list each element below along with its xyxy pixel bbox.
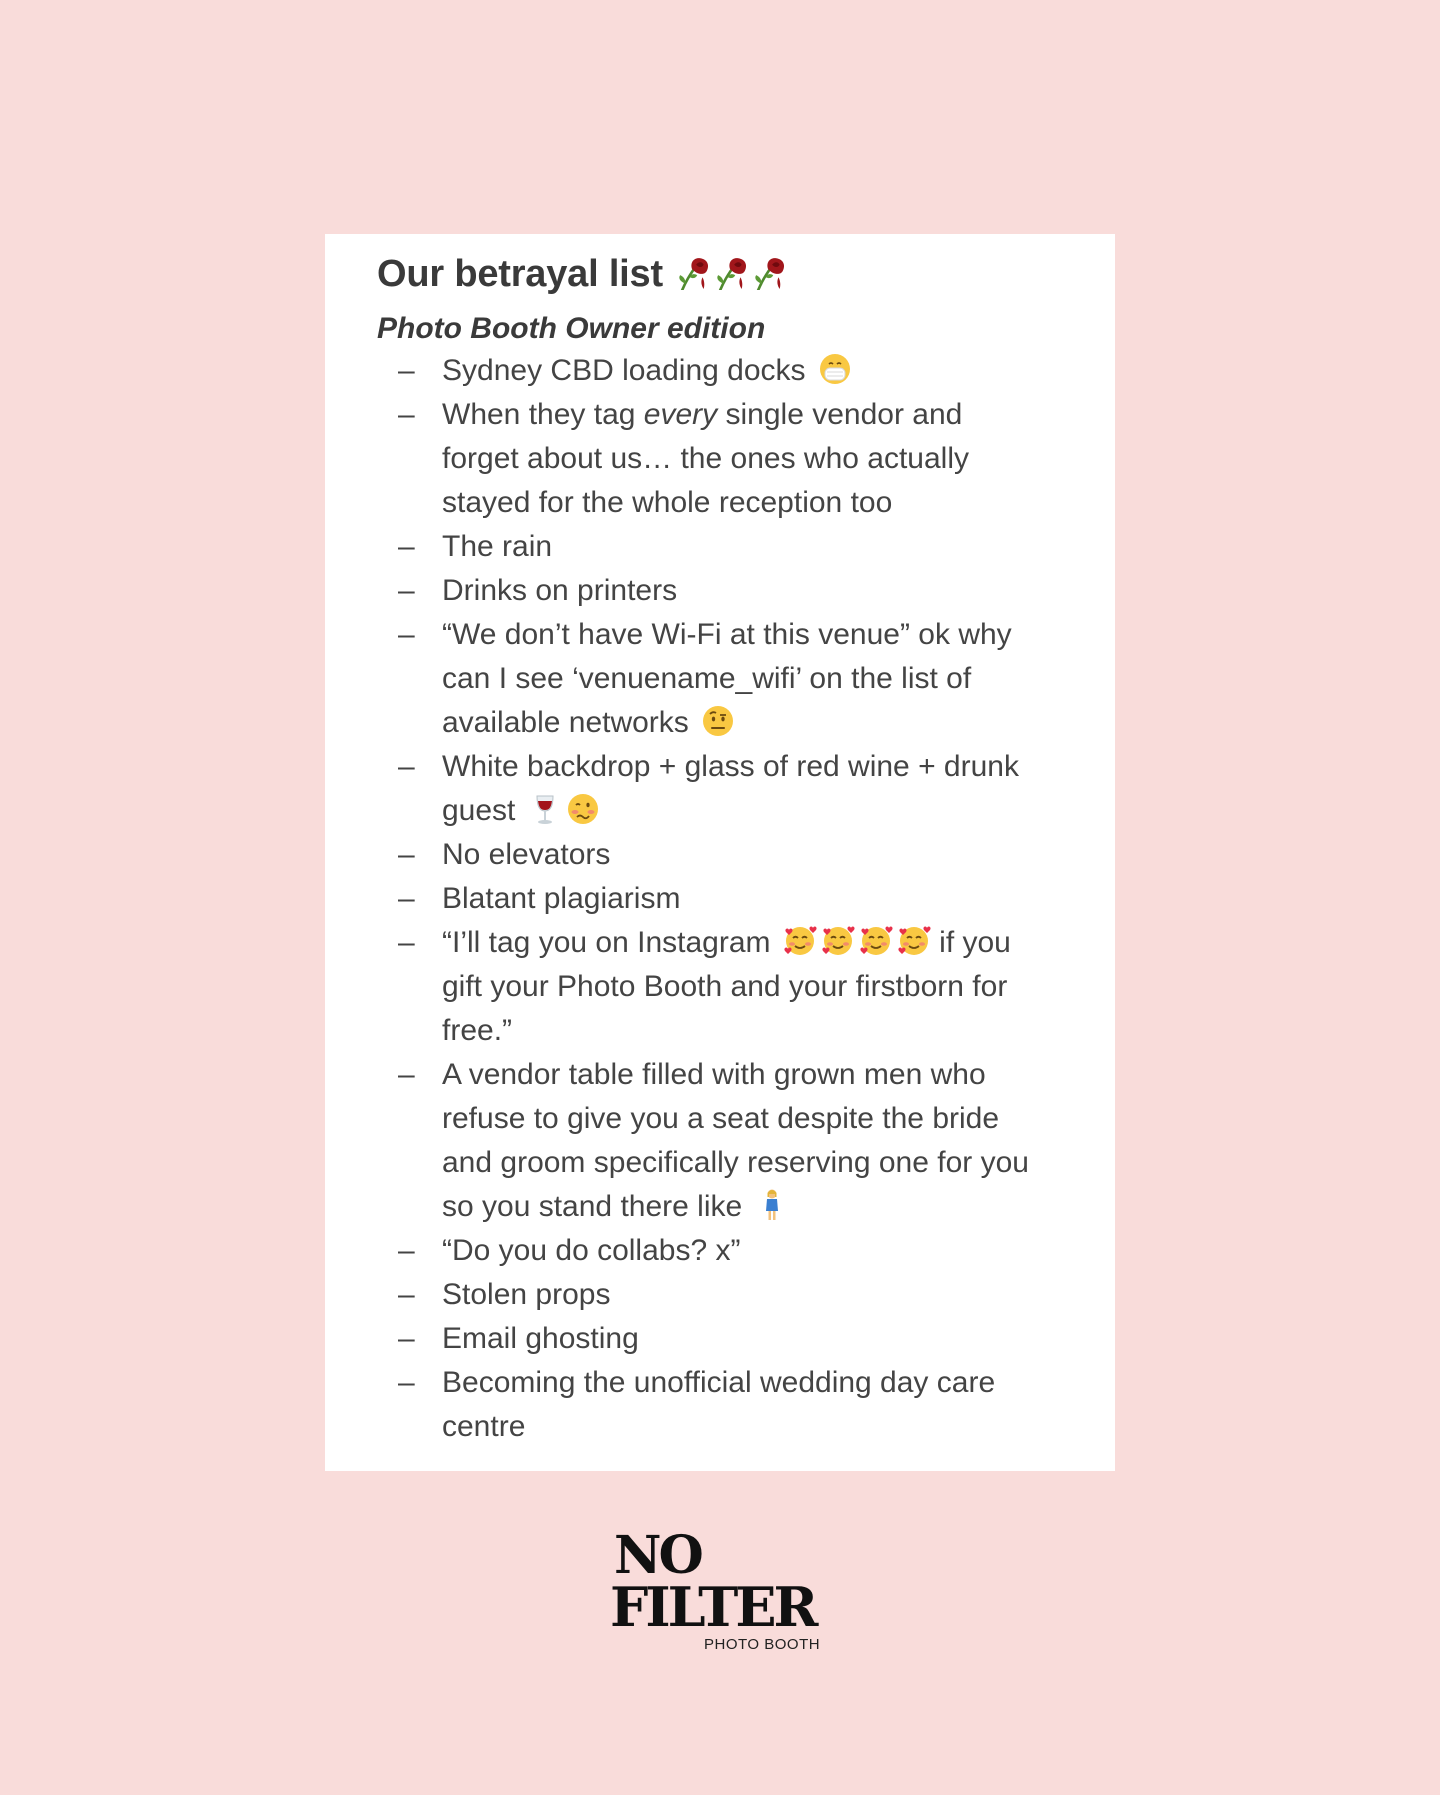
brand-logo bbox=[610, 1525, 840, 1660]
raised-eyebrow-face-icon bbox=[701, 704, 735, 738]
wine-glass-icon bbox=[528, 792, 562, 826]
list-item bbox=[377, 1229, 1075, 1273]
list-dash: – bbox=[398, 1366, 415, 1399]
list-item bbox=[377, 569, 1075, 613]
betrayal-list bbox=[377, 349, 1075, 1449]
item-text: White backdrop + glass of red wine + drunk guest bbox=[442, 750, 1019, 827]
list-dash: – bbox=[398, 574, 415, 607]
list-item bbox=[377, 525, 1075, 569]
list-item bbox=[377, 833, 1075, 877]
list-dash: – bbox=[398, 1278, 415, 1311]
list-dash: – bbox=[398, 1058, 415, 1091]
list-item bbox=[377, 921, 1075, 1053]
item-text: The rain bbox=[442, 530, 553, 563]
item-text: if you gift your Photo Booth and your firstborn for free.” bbox=[442, 926, 1011, 1047]
logo-line-filter: FILTER bbox=[610, 1575, 816, 1639]
list-item bbox=[377, 745, 1075, 833]
list-item bbox=[377, 393, 1075, 525]
standing-woman-icon bbox=[755, 1188, 789, 1222]
item-text: Drinks on printers bbox=[442, 574, 678, 607]
list-dash: – bbox=[398, 1322, 415, 1355]
note-subtitle: Photo Booth Owner edition bbox=[377, 312, 766, 345]
list-dash: – bbox=[398, 882, 415, 915]
item-text: Becoming the unofficial wedding day care centre bbox=[442, 1366, 996, 1443]
list-dash: – bbox=[398, 618, 415, 651]
note-card bbox=[325, 234, 1115, 1471]
wilted-flower-icon bbox=[675, 254, 711, 290]
list-dash: – bbox=[398, 1234, 415, 1267]
item-text: Blatant plagiarism bbox=[442, 882, 681, 915]
smiling-face-with-hearts-icon bbox=[821, 924, 855, 958]
smiling-face-with-hearts-icon bbox=[897, 924, 931, 958]
list-item bbox=[377, 1273, 1075, 1317]
list-dash: – bbox=[398, 530, 415, 563]
smiling-face-with-hearts-icon bbox=[783, 924, 817, 958]
list-item bbox=[377, 613, 1075, 745]
item-text: No elevators bbox=[442, 838, 611, 871]
item-text: “We don’t have Wi-Fi at this venue” ok why can I see ‘venuename_wifi’ on the list of available networks bbox=[442, 618, 1012, 739]
list-item bbox=[377, 1361, 1075, 1449]
list-item bbox=[377, 1317, 1075, 1361]
list-dash: – bbox=[398, 838, 415, 871]
wilted-flower-icon bbox=[713, 254, 749, 290]
wilted-flower-icon bbox=[751, 254, 787, 290]
list-dash: – bbox=[398, 750, 415, 783]
list-dash: – bbox=[398, 354, 415, 387]
logo-tagline: PHOTO BOOTH bbox=[704, 1636, 821, 1653]
list-item bbox=[377, 349, 1075, 393]
item-text: Stolen props bbox=[442, 1278, 611, 1311]
note-title-text: Our betrayal list bbox=[377, 253, 663, 295]
item-text: single vendor and forget about us… the ones who actually stayed for the whole reception too bbox=[442, 398, 969, 519]
list-dash: – bbox=[398, 926, 415, 959]
list-item bbox=[377, 1053, 1075, 1229]
logo-line-no: NO bbox=[614, 1525, 701, 1586]
smiling-face-with-hearts-icon bbox=[859, 924, 893, 958]
item-text: Email ghosting bbox=[442, 1322, 639, 1355]
emphasis-text: every bbox=[643, 398, 718, 431]
item-text: A vendor table filled with grown men who refuse to give you a seat despite the bride and groom specifically reserving one for you so you stand there like bbox=[442, 1058, 1029, 1223]
title-icons bbox=[673, 253, 787, 295]
list-dash: – bbox=[398, 398, 415, 431]
item-text: “Do you do collabs? x” bbox=[442, 1234, 741, 1267]
face-with-mask-icon bbox=[818, 352, 852, 386]
list-item bbox=[377, 877, 1075, 921]
note-title bbox=[377, 248, 1075, 300]
item-text: Sydney CBD loading docks bbox=[442, 354, 814, 387]
item-text: When they tag bbox=[442, 398, 644, 431]
woozy-face-icon bbox=[566, 792, 600, 826]
item-text: “I’ll tag you on Instagram bbox=[442, 926, 779, 959]
